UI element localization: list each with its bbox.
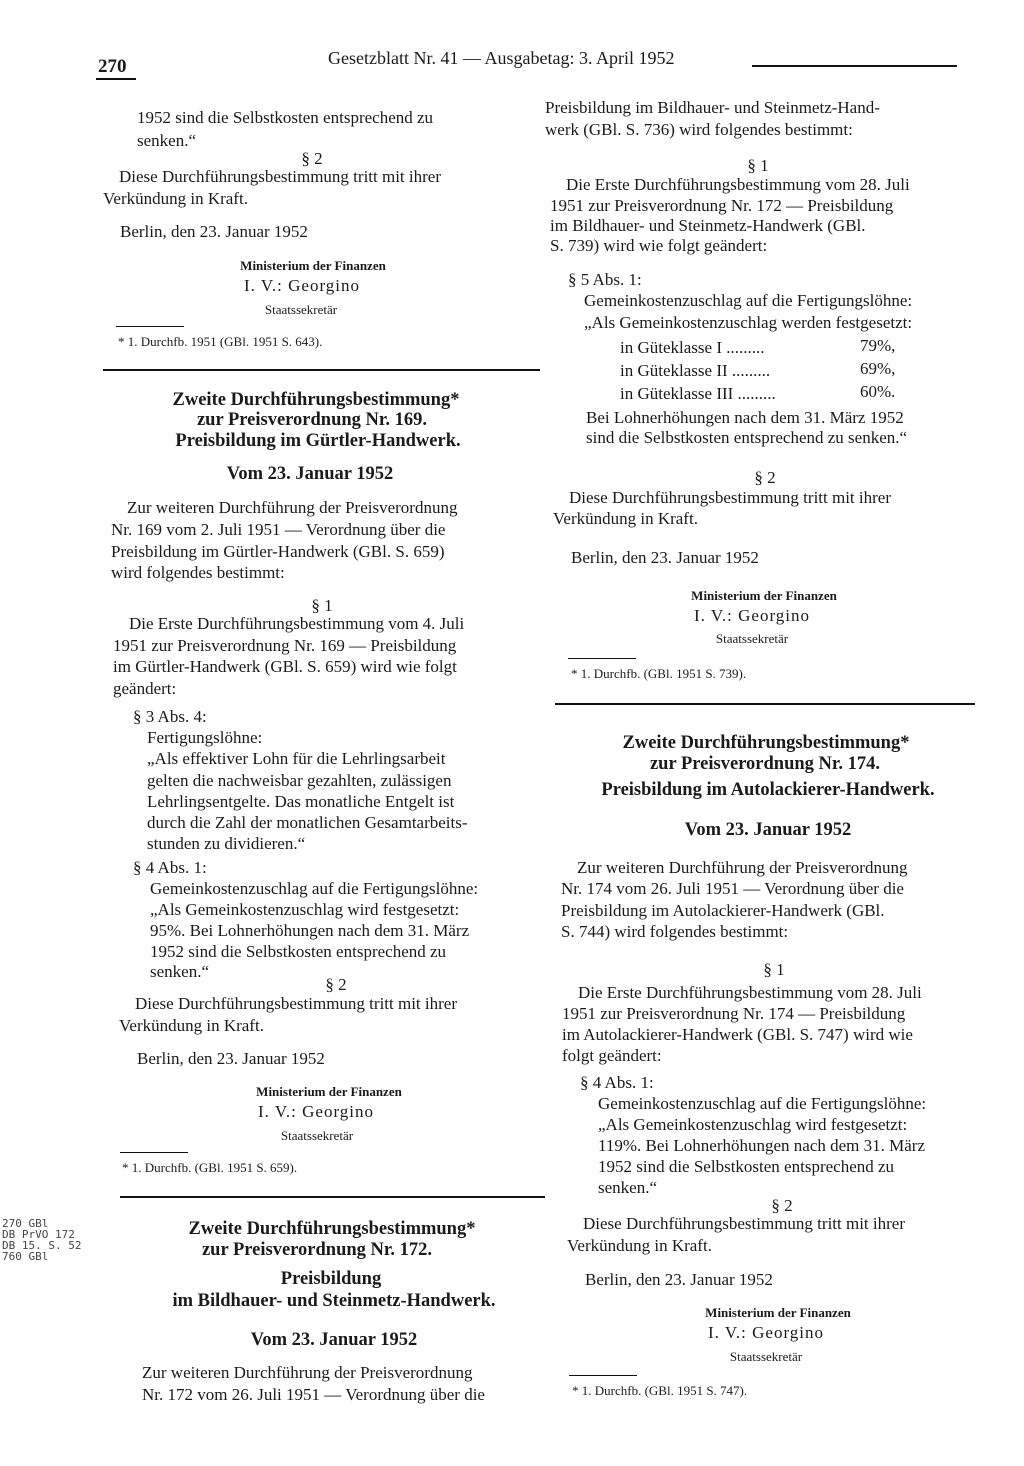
margin-note: 270 GBl xyxy=(2,1217,49,1230)
paragraph-symbol: § 1 xyxy=(763,960,785,979)
body-line: 1951 zur Preisverordnung Nr. 169 — Preisbildung xyxy=(113,636,457,655)
body-line: folgt geändert: xyxy=(562,1046,662,1065)
body-line: 1952 sind die Selbstkosten entsprechend zu xyxy=(137,108,434,127)
body-line: Nr. 174 vom 26. Juli 1951 — Verordnung über die xyxy=(561,879,904,898)
body-line: Lehrlingsentgelte. Das monatliche Entgelt ist xyxy=(147,792,455,811)
margin-note: DB PrVO 172 xyxy=(2,1228,75,1241)
ministry: Ministerium der Finanzen xyxy=(691,588,837,603)
body-line: Preisbildung im Gürtler-Handwerk (GBl. S. 659) xyxy=(111,542,445,561)
quality-class-label: in Güteklasse I ......... xyxy=(620,338,765,357)
body-line: senken.“ xyxy=(137,131,197,150)
signer: I. V.: Georgino xyxy=(707,1323,825,1342)
body-line: gelten die nachweisbar gezahlten, zulässigen xyxy=(147,771,452,790)
body-line: Preisbildung im Bildhauer- und Steinmetz-Hand- xyxy=(545,98,880,117)
quality-class-value: 79%, xyxy=(860,336,896,355)
signer: I. V.: Georgino xyxy=(243,276,361,295)
body-line: Fertigungslöhne: xyxy=(147,728,263,747)
body-line: 1952 sind die Selbstkosten entsprechend zu xyxy=(150,942,447,961)
quality-class-value: 60%. xyxy=(860,382,896,401)
paragraph-symbol: § 2 xyxy=(771,1196,793,1215)
section-date: Vom 23. Januar 1952 xyxy=(226,464,394,484)
footnote: * 1. Durchfb. (GBl. 1951 S. 659). xyxy=(122,1160,298,1175)
page-number: 270 xyxy=(98,56,127,77)
footnote-rule xyxy=(116,326,184,327)
body-line: Nr. 172 vom 26. Juli 1951 — Verordnung über die xyxy=(142,1385,485,1404)
section-heading: zur Preisverordnung Nr. 169. xyxy=(196,410,428,430)
paragraph-symbol: § 2 xyxy=(754,468,776,487)
body-line: senken.“ xyxy=(150,962,210,981)
section-date: Vom 23. Januar 1952 xyxy=(684,820,852,840)
body-line: im Gürtler-Handwerk (GBl. S. 659) wird wie folgt xyxy=(113,657,457,676)
role: Staatssekretär xyxy=(264,302,338,317)
margin-note: DB 15. S. 52 xyxy=(2,1239,82,1252)
section-heading: Zweite Durchführungsbestimmung* xyxy=(188,1219,476,1239)
section-heading: zur Preisverordnung Nr. 174. xyxy=(649,754,881,774)
section-heading: Zweite Durchführungsbestimmung* xyxy=(622,733,910,753)
body-line: Die Erste Durchführungsbestimmung vom 28. Juli xyxy=(578,983,922,1002)
footnote-rule xyxy=(569,1375,637,1376)
section-heading: Zweite Durchführungsbestimmung* xyxy=(172,390,460,410)
body-line: durch die Zahl der monatlichen Gesamtarbeits- xyxy=(147,813,468,832)
paragraph-symbol: § 2 xyxy=(325,975,347,994)
body-line: Verkündung in Kraft. xyxy=(553,509,698,528)
body-line: Gemeinkostenzuschlag auf die Fertigungslöhne: xyxy=(598,1094,927,1113)
margin-note: 760 GBl xyxy=(2,1250,49,1263)
body-line: „Als effektiver Lohn für die Lehrlingsarbeit xyxy=(147,749,446,768)
paragraph-symbol: § 2 xyxy=(301,149,323,168)
body-line: 1952 sind die Selbstkosten entsprechend zu xyxy=(598,1157,895,1176)
ministry: Ministerium der Finanzen xyxy=(240,258,386,273)
section-divider xyxy=(555,703,975,705)
body-line: geändert: xyxy=(113,679,177,698)
body-line: im Autolackierer-Handwerk (GBl. S. 747) wird wie xyxy=(562,1025,913,1044)
paragraph-symbol: § 1 xyxy=(311,596,333,615)
body-line: Die Erste Durchführungsbestimmung vom 28. Juli xyxy=(566,175,910,194)
footnote-rule xyxy=(568,658,636,659)
quality-class-label: in Güteklasse III ......... xyxy=(620,384,776,403)
body-line: „Als Gemeinkostenzuschlag wird festgesetzt: xyxy=(598,1115,908,1134)
ministry: Ministerium der Finanzen xyxy=(256,1084,402,1099)
role: Staatssekretär xyxy=(715,631,789,646)
body-line: 95%. Bei Lohnerhöhungen nach dem 31. März xyxy=(150,921,470,940)
section-heading: im Bildhauer- und Steinmetz-Handwerk. xyxy=(172,1291,496,1311)
body-line: senken.“ xyxy=(598,1178,658,1197)
section-heading: Preisbildung xyxy=(280,1269,382,1289)
body-line: S. 739) wird wie folgt geändert: xyxy=(550,236,768,255)
body-line: S. 744) wird folgendes bestimmt: xyxy=(561,922,789,941)
page-header-title: Gesetzblatt Nr. 41 — Ausgabetag: 3. April 1952 xyxy=(328,48,675,68)
subsection-ref: § 4 Abs. 1: xyxy=(580,1073,654,1092)
body-line: „Als Gemeinkostenzuschlag werden festgesetzt: xyxy=(584,313,913,332)
body-line: stunden zu dividieren.“ xyxy=(147,834,306,853)
section-heading: Preisbildung im Autolackierer-Handwerk. xyxy=(601,780,935,800)
section-heading: Preisbildung im Gürtler-Handwerk. xyxy=(175,431,461,451)
role: Staatssekretär xyxy=(729,1349,803,1364)
body-line: Diese Durchführungsbestimmung tritt mit ihrer xyxy=(135,994,457,1013)
body-line: sind die Selbstkosten entsprechend zu senken.“ xyxy=(586,428,908,447)
quality-class-value: 69%, xyxy=(860,359,896,378)
footnote: * 1. Durchfb. (GBl. 1951 S. 739). xyxy=(571,666,747,681)
body-line: Verkündung in Kraft. xyxy=(103,189,248,208)
footnote-rule xyxy=(120,1152,188,1153)
body-line: Zur weiteren Durchführung der Preisverordnung xyxy=(142,1363,473,1382)
signer: I. V.: Georgino xyxy=(257,1102,375,1121)
body-line: Diese Durchführungsbestimmung tritt mit ihrer xyxy=(569,488,891,507)
ministry: Ministerium der Finanzen xyxy=(705,1305,851,1320)
subsection-ref: § 4 Abs. 1: xyxy=(133,858,207,877)
subsection-ref: § 5 Abs. 1: xyxy=(568,270,642,289)
header-rule-left xyxy=(96,78,136,80)
paragraph-symbol: § 1 xyxy=(747,156,769,175)
footnote: * 1. Durchfb. 1951 (GBl. 1951 S. 643). xyxy=(118,334,323,349)
body-line: wird folgendes bestimmt: xyxy=(111,563,285,582)
section-divider xyxy=(120,1196,545,1198)
quality-class-label: in Güteklasse II ......... xyxy=(620,361,771,380)
place-date: Berlin, den 23. Januar 1952 xyxy=(120,222,308,241)
body-line: Gemeinkostenzuschlag auf die Fertigungslöhne: xyxy=(584,291,913,310)
subsection-ref: § 3 Abs. 4: xyxy=(133,707,207,726)
body-line: werk (GBl. S. 736) wird folgendes bestimmt: xyxy=(545,120,853,139)
section-divider xyxy=(103,369,540,371)
body-line: Nr. 169 vom 2. Juli 1951 — Verordnung über die xyxy=(111,520,446,539)
place-date: Berlin, den 23. Januar 1952 xyxy=(585,1270,773,1289)
body-line: 1951 zur Preisverordnung Nr. 174 — Preisbildung xyxy=(562,1004,906,1023)
body-line: Zur weiteren Durchführung der Preisverordnung xyxy=(127,498,458,517)
body-line: im Bildhauer- und Steinmetz-Handwerk (GBl. xyxy=(550,216,866,235)
body-line: 119%. Bei Lohnerhöhungen nach dem 31. März xyxy=(598,1136,926,1155)
body-line: Diese Durchführungsbestimmung tritt mit ihrer xyxy=(583,1214,905,1233)
signer: I. V.: Georgino xyxy=(693,606,811,625)
body-line: 1951 zur Preisverordnung Nr. 172 — Preisbildung xyxy=(550,196,894,215)
footnote: * 1. Durchfb. (GBl. 1951 S. 747). xyxy=(572,1383,748,1398)
section-date: Vom 23. Januar 1952 xyxy=(250,1330,418,1350)
body-line: Preisbildung im Autolackierer-Handwerk (GBl. xyxy=(561,901,885,920)
body-line: Die Erste Durchführungsbestimmung vom 4. Juli xyxy=(129,614,465,633)
place-date: Berlin, den 23. Januar 1952 xyxy=(137,1049,325,1068)
body-line: Bei Lohnerhöhungen nach dem 31. März 1952 xyxy=(586,408,904,427)
body-line: Zur weiteren Durchführung der Preisverordnung xyxy=(577,858,908,877)
body-line: Verkündung in Kraft. xyxy=(567,1236,712,1255)
section-heading: zur Preisverordnung Nr. 172. xyxy=(201,1240,433,1260)
place-date: Berlin, den 23. Januar 1952 xyxy=(571,548,759,567)
role: Staatssekretär xyxy=(280,1128,354,1143)
body-line: „Als Gemeinkostenzuschlag wird festgesetzt: xyxy=(150,900,460,919)
body-line: Verkündung in Kraft. xyxy=(119,1016,264,1035)
header-rule-right xyxy=(752,65,957,67)
body-line: Gemeinkostenzuschlag auf die Fertigungslöhne: xyxy=(150,879,479,898)
body-line: Diese Durchführungsbestimmung tritt mit ihrer xyxy=(119,167,441,186)
